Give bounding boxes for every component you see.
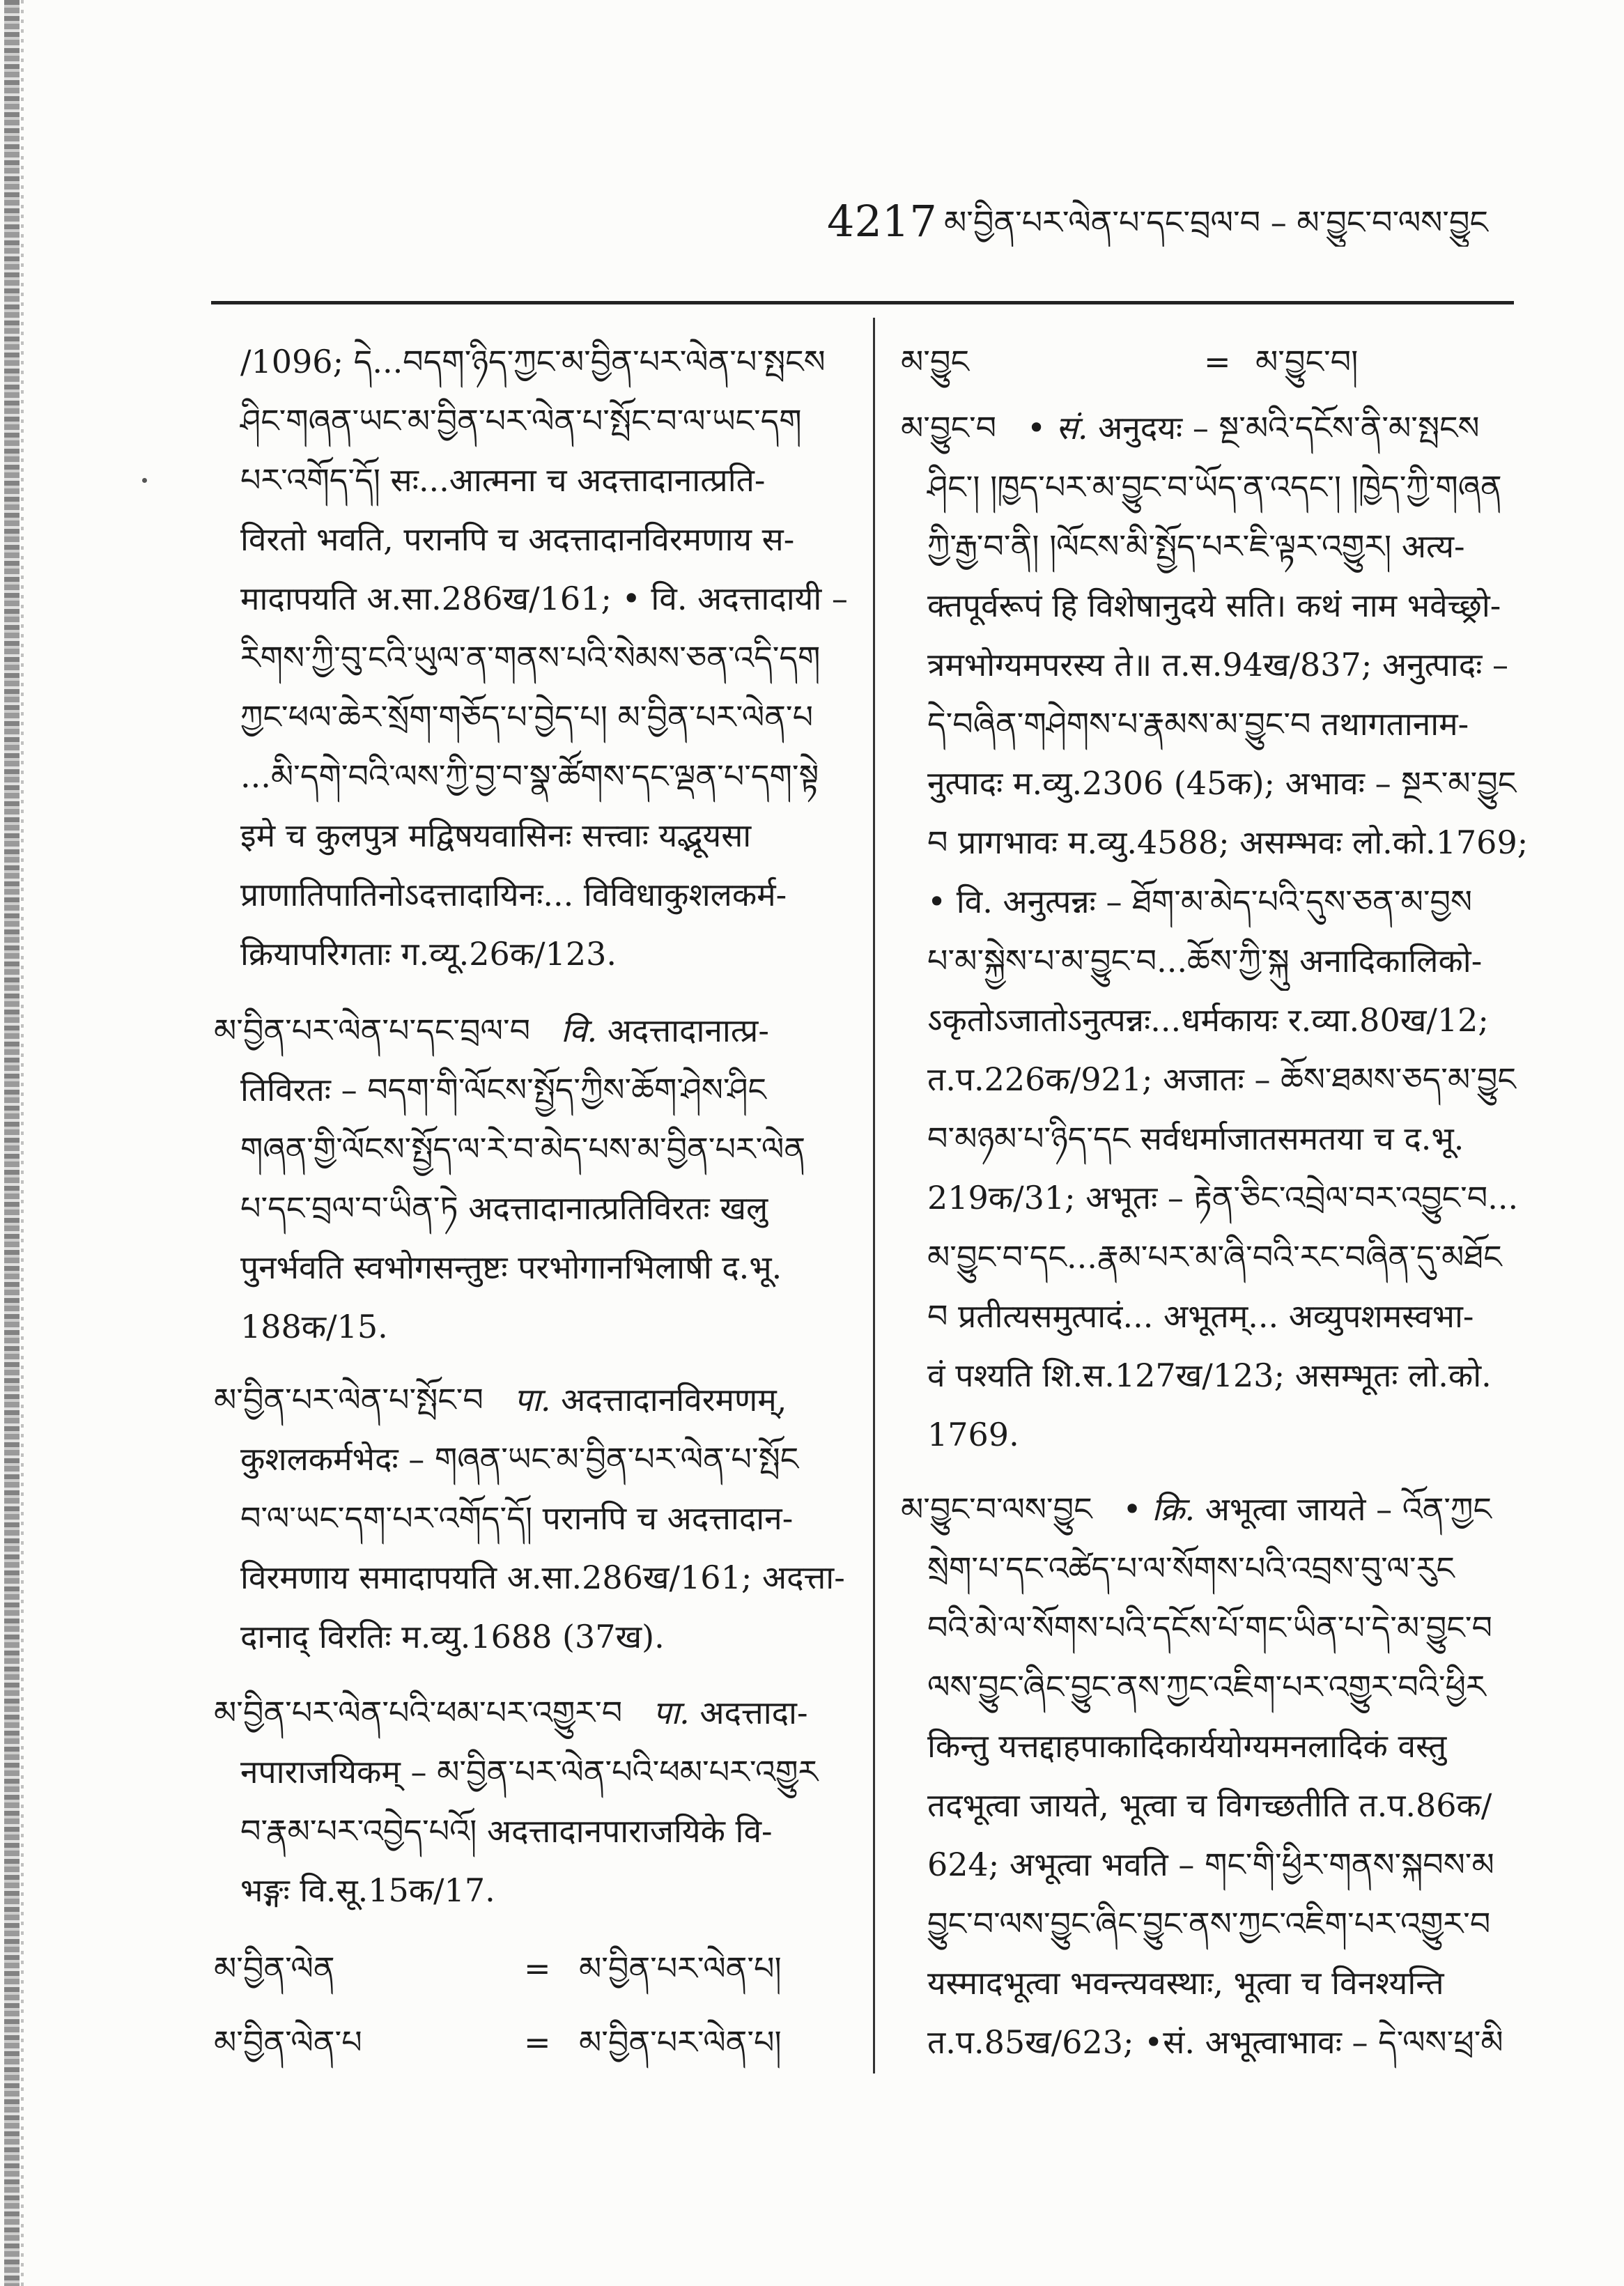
entry-line: དེ་བཞིན་གཤེགས་པ་རྣམས་མ་བྱུང་བ तथागतानाम- [927, 705, 1469, 743]
entry-line: क्रियापरिगताः ग.व्यू.26क/123. [240, 935, 617, 973]
entry-line: ཤིང་གཞན་ཡང་མ་བྱིན་པར་ལེན་པ་སྤོང་བ་ལ་ཡང་དག [240, 402, 802, 440]
entry-line: གཞན་གྱི་ལོངས་སྤྱོད་ལ་རེ་བ་མེད་པས་མ་བྱིན་པར་ལེན [240, 1130, 806, 1168]
entry-line: तदभूत्वा जायते, भूत्वा च विगच्छतीति त.प.86क/ [927, 1786, 1492, 1824]
entry-text: अभूत्वा जायते – འོན་ཀྱང [1205, 1490, 1492, 1528]
grammar-label: पा. [513, 1381, 551, 1419]
grammar-label: • सं. [1027, 409, 1088, 447]
entry-headword: མ་བྱིན་པར་ལེན་པའི་ཕམ་པར་འགྱུར་བ [214, 1694, 623, 1731]
left-column [214, 0, 849, 2286]
entry-line: भङ्गः वि.सू.15क/17. [240, 1871, 495, 1909]
cross-reference-row [901, 332, 1536, 392]
entry-headline [214, 1001, 849, 1060]
scan-edge-artifact [21, 0, 24, 2286]
entry-line: སྲེག་པ་དང་འཚེད་པ་ལ་སོགས་པའི་འབྲས་བུ་ལ་རུང [927, 1550, 1455, 1587]
entry-line: दानाद् विरतिः म.व्यु.1688 (37ख). [240, 1618, 665, 1655]
entry-line: विरमणाय समादापयति अ.सा.286ख/161; अदत्ता- [240, 1559, 845, 1596]
entry-line: /1096; དེ...བདག་ཉིད་ཀྱང་མ་བྱིན་པར་ལེན་པ་སྤངས [240, 343, 826, 380]
cross-reference-row [214, 2013, 849, 2072]
grammar-label: वि. [561, 1012, 598, 1049]
scan-edge-artifact [4, 0, 20, 2286]
running-head: མ་བྱིན་པར་ལེན་པ་དང་བྲལ་བ – མ་བྱུང་བ་ལས་བྱུང [944, 203, 1488, 241]
entry-line: विरतो भवति, परानपि च अदत्तादानविरमणाय स- [240, 520, 795, 558]
entry-headword: མ་བྱིན་ལེན་པ [214, 2023, 362, 2061]
entry-headword: མ་བྱུང་བ་ལས་བྱུང [901, 1490, 1092, 1528]
entry-line: བའི་མེ་ལ་སོགས་པའི་དངོས་པོ་གང་ཡིན་པ་དེ་མ་བྱུང་བ [927, 1609, 1492, 1646]
dictionary-entry [214, 1370, 849, 1667]
dictionary-entry [214, 1683, 849, 1920]
equals-sign: = [524, 2023, 551, 2061]
entry-line: त्रमभोग्यमपरस्य ते॥ त.स.94ख/837; अनुत्पादः – [927, 646, 1509, 684]
entry-line: བ प्रतीत्यसमुत्पादं... अभूतम्... अव्युपशमस्वभा- [927, 1297, 1474, 1335]
cross-reference-target: མ་བྱུང་བ། [1255, 343, 1359, 380]
entry-text: अदत्तादानविरमणम्, [561, 1381, 787, 1419]
entry-line: नुत्पादः म.व्यु.2306 (45क); अभावः – སྔར་མ་བྱུང [927, 764, 1517, 802]
entry-line: ऽकृतोऽजातोऽनुत्पन्नः...धर्मकायः र.व्या.80ख/12; [927, 1001, 1489, 1039]
entry-line: ལས་བྱུང་ཞིང་བྱུང་ནས་ཀྱང་འཇིག་པར་འགྱུར་བའི་ཕྱིར [927, 1668, 1486, 1706]
entry-line: पुनर्भवति स्वभोगसन्तुष्टः परभोगानभिलाषी द.भू. [240, 1249, 782, 1286]
entry-line: कुशलकर्मभेदः – གཞན་ཡང་མ་བྱིན་པར་ལེན་པ་སྤོང [240, 1440, 799, 1478]
entry-line: པ་མ་སྐྱེས་པ་མ་བྱུང་བ...ཆོས་ཀྱི་སྐུ अनादिकालिको- [927, 942, 1483, 980]
entry-headline [901, 399, 1536, 458]
entry-line: किन्तु यत्तद्दाहपाकादिकार्ययोग्यमनलादिकं वस्तु [927, 1727, 1447, 1765]
dictionary-entry [901, 1480, 1536, 2072]
entry-text: अनुदयः – སྔ་མའི་དངོས་ནི་མ་སྤངས [1098, 409, 1480, 447]
dictionary-entry [901, 399, 1536, 1465]
entry-headword: མ་བྱུང [901, 343, 969, 380]
entry-line: ཀྱི་རྒྱ་བ་ནི། །ལོངས་མི་སྤྱོད་པར་ཇི་ལྟར་འགྱུར། अत्य- [927, 527, 1465, 565]
entry-line: པ་དང་བྲལ་བ་ཡིན་ཏེ अदत्तादानात्प्रतिविरतः खलु [240, 1189, 768, 1227]
grammar-label: • क्रि. [1122, 1490, 1196, 1528]
entry-headline [214, 1370, 849, 1430]
entry-line: मादापयति अ.सा.286ख/161; • वि. अदत्तादायी – [240, 580, 848, 617]
cross-reference [214, 2013, 849, 2072]
column-divider [873, 318, 875, 2073]
entry-line: वं पश्यति शि.स.127ख/123; असम्भूतः लो.को. [927, 1357, 1492, 1394]
cross-reference-target: མ་བྱིན་པར་ལེན་པ། [579, 2023, 782, 2061]
entry-line: 219क/31; अभूतः – རྟེན་ཅིང་འབྲེལ་བར་འབྱུང་བ... [927, 1179, 1519, 1217]
entry-headline [901, 1480, 1536, 1539]
entry-headline [214, 1683, 849, 1743]
equals-sign: = [524, 1949, 551, 1987]
entry-line: तिविरतः – བདག་གི་ལོངས་སྤྱོད་ཀྱིས་ཆོག་ཤེས་ཤིང [240, 1071, 766, 1109]
entry-line: प्राणातिपातिनोऽदत्तादायिनः... विविधाकुशलकर्म- [240, 876, 787, 913]
entry-line: क्तपूर्वरूपं हि विशेषानुदये सति। कथं नाम भवेच्छ्रो- [927, 587, 1501, 624]
equals-sign: = [1204, 343, 1231, 380]
entry-text: अदत्तादानात्प्र- [607, 1012, 769, 1049]
entry-headword: མ་བྱིན་པར་ལེན་པ་དང་བྲལ་བ [214, 1012, 531, 1049]
entry-line: མ་བྱུང་བ་དང...རྣམ་པར་མ་ཞི་བའི་རང་བཞིན་དུ་མཐོང [927, 1238, 1502, 1276]
entry-line: ཤིང་། །ཁྱད་པར་མ་བྱུང་བ་ཡོད་ན་འདང་། །ཁྱེད་ཀྱི་གཞན [927, 468, 1502, 506]
entry-line: བྱུང་བ་ལས་བྱུང་ཞིང་བྱུང་ནས་ཀྱང་འཇིག་པར་འགྱུར་བ [927, 1905, 1491, 1943]
entry-line: ...མི་དགེ་བའི་ལས་ཀྱི་བྱ་བ་སྣ་ཚོགས་དང་ལྡན་པ་དག་སྟེ [240, 757, 819, 795]
page-number: 4217 [827, 196, 937, 247]
entry-headword: མ་བྱུང་བ [901, 409, 997, 447]
grammar-label: पा. [653, 1694, 690, 1731]
entry-text: अदत्तादा- [699, 1694, 808, 1731]
entry-headword: མ་བྱིན་པར་ལེན་པ་སྤོང་བ [214, 1381, 484, 1419]
entry-line: 1769. [927, 1416, 1019, 1453]
entry-line: པར་འགོད་དོ། सः...आत्मना च अदत्तादानात्प्रति- [240, 461, 766, 499]
entry-line: इमे च कुलपुत्र मद्विषयवासिनः सत्त्वाः यद्भूयसा [240, 817, 752, 854]
entry-line: • वि. अनुत्पन्नः – ཐོག་མ་མེད་པའི་དུས་ཅན་མ་བྱས [927, 883, 1473, 920]
entry-line: नपाराजयिकम् – མ་བྱིན་པར་ལེན་པའི་ཕམ་པར་འགྱུར [240, 1753, 819, 1791]
entry-line: 188क/15. [240, 1308, 388, 1345]
entry-line: བ་རྣམ་པར་འབྱེད་པའོ། अदत्तादानपाराजयिके वि- [240, 1812, 773, 1850]
entry-headword: མ་བྱིན་ལེན [214, 1949, 335, 1987]
cross-reference-row [214, 1939, 849, 1998]
entry-line: བ་ལ་ཡང་དག་པར་འགོད་དོ། परानपि च अदत्तादान- [240, 1499, 794, 1537]
entry-line: 624; अभूत्वा भवति – གང་གི་ཕྱིར་གནས་སྐབས་མ [927, 1846, 1494, 1883]
cross-reference-target: མ་བྱིན་པར་ལེན་པ། [579, 1949, 782, 1987]
entry-line: त.प.85ख/623; •सं. अभूत्वाभावः – དེ་ལས་ཕྲ་མི [927, 2023, 1503, 2061]
entry-continuation [214, 332, 849, 984]
entry-line: བ་མཉམ་པ་ཉིད་དང सर्वधर्माजातसमतया च द.भू. [927, 1120, 1464, 1157]
right-column [901, 0, 1536, 2286]
entry-line: རིགས་ཀྱི་བུ་ངའི་ཡུལ་ན་གནས་པའི་སེམས་ཅན་འདི་དག [240, 639, 821, 677]
entry-line: यस्मादभूत्वा भवन्त्यवस्थाः, भूत्वा च विनश्यन्ति [927, 1964, 1444, 2002]
entry-line: त.प.226क/921; अजातः – ཆོས་ཐམས་ཅད་མ་བྱུང [927, 1060, 1516, 1098]
entry-line: ཀྱང་ཕལ་ཆེར་སྲོག་གཅོད་པ་བྱེད་པ། མ་བྱིན་པར་ལེན་པ [240, 698, 814, 736]
scan-dot-artifact [142, 478, 147, 483]
cross-reference [901, 332, 1536, 392]
cross-reference [214, 1939, 849, 1998]
dictionary-entry [214, 1001, 849, 1357]
entry-line: བ प्रागभावः म.व्यु.4588; असम्भवः लो.को.1769; [927, 824, 1529, 861]
